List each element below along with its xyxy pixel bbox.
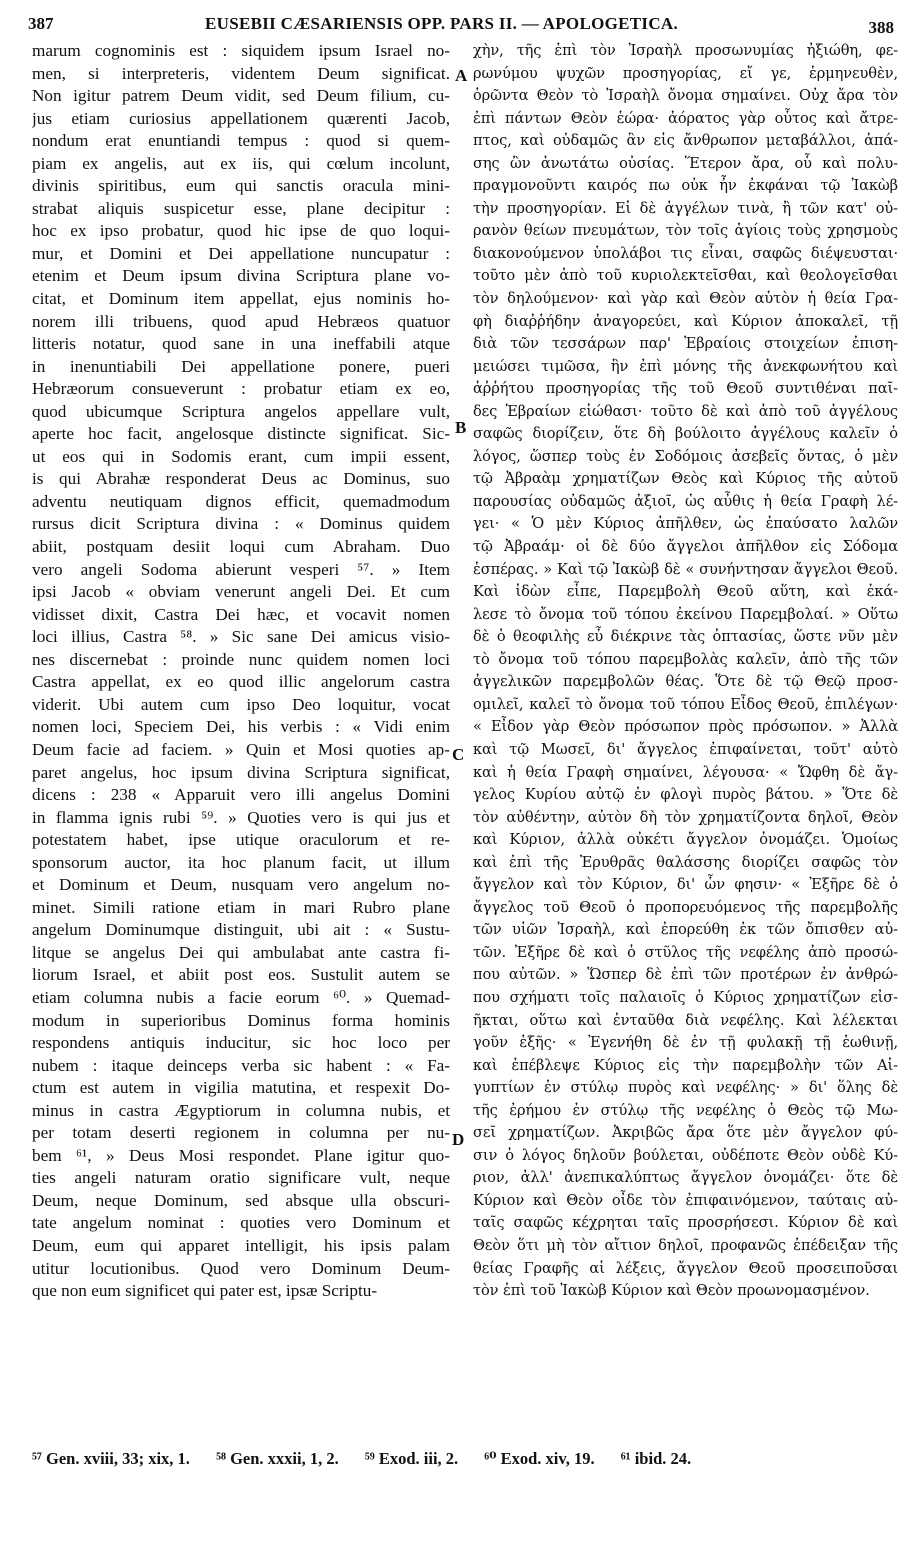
greek-text-line: Κύριον καὶ Θεὸν οἶδε τὸν ἐπιφαινόμενον, ταύταις αὐ- [473, 1191, 898, 1209]
latin-text-line: nubem : itaque deinceps verba sic habent : « Fa- [32, 1055, 450, 1075]
greek-text-line: που αὐτῶν. » Ὥσπερ δὲ ἐπὶ τῶν προτέρων ἐν ἀνθρώ- [473, 966, 898, 984]
latin-text-line: respondens antiquis inducitur, sic hoc loco per [32, 1033, 450, 1053]
greek-text-line: σεῖ χρηματίζων. Ἀκριβῶς ἄρα ὅτε μὲν ἄγγελον φύ- [473, 1124, 898, 1142]
greek-text-line: γελος Κυρίου αὐτῷ ἐν φλογὶ πυρὸς βάτου. » Ὅτε δὲ [473, 786, 898, 804]
latin-text-line: is qui Abrahæ responderat Deus ac Dominus, suo [32, 469, 450, 489]
greek-text-line: καὶ ἡ θεία Γραφὴ σημαίνει, λέγουσα· « Ὤφθη δὲ ἄγ- [473, 763, 898, 781]
latin-text-line: litque se angelus Dei qui ambulabat ante castra fi- [32, 942, 450, 962]
latin-text-line: dicens : 238 « Apparuit vero illi angelus Domini [32, 785, 450, 805]
greek-text-line: γει· « Ὁ μὲν Κύριος ἀπῆλθεν, ὡς ἐπαύσατο λαλῶν [473, 515, 898, 533]
greek-text-line: καὶ ἐπὶ τῆς Ἐρυθρᾶς θαλάσσης διορίζει σαφῶς τὸν [473, 853, 898, 871]
greek-text-line: ταῖς σαφῶς κέχρηται ταῖς προσρήσεσι. Κύριον δὲ καὶ [473, 1214, 898, 1232]
latin-text-line: litteris notatur, quod sane in una ineffabili atque [32, 334, 450, 354]
greek-text-line: ἄγγελον καὶ τὸν Κύριον, δι' ὧν φησιν· « Ἐξῆρε δὲ ὁ [473, 876, 898, 894]
greek-text-line: λεσε τὸ ὄνομα τοῦ τόπου ἐκείνου Παρεμβολαί. » Οὕτω [473, 605, 898, 623]
greek-text-line: ἀῤῥήτου προσηγορίας τῆς τοῦ Θεοῦ συντιθέναι παῖ- [473, 380, 898, 398]
greek-text-line: τὴν προσηγορίαν. Εἰ δὲ ἀγγέλων τινὰ, ἢ τῶν κατ' οὐ- [473, 199, 898, 217]
latin-text-line: aperte hoc facit, angelosque distincte significat. Sic- [32, 424, 450, 444]
latin-text-line: bem ⁶¹, » Deus Mosi respondet. Plane igitur quo- [32, 1145, 450, 1165]
latin-text-line: Deum, neque Dominum, sed absque ulla obscuri- [32, 1190, 450, 1210]
greek-text-line: σης ὢν ἀνωτάτω οὐσίας. Ἕτερον ἄρα, οὗ καὶ πολυ- [473, 154, 898, 172]
latin-text-line: sponsorum auctor, ita hoc planum facit, ut illum [32, 852, 450, 872]
greek-text-line: τὸ ὄνομα τοῦ τόπου παρεμβολὰς καλεῖν, ἀπὸ τῆς τῶν [473, 650, 898, 668]
greek-text-line: ομιλεῖ, καλεῖ τὸ ὄνομα τοῦ τόπου Εἶδος Θεοῦ, ἐπιλέγων· [473, 695, 898, 713]
latin-text-line: piam ex angelis, aut ex iis, qui cœlum incolunt, [32, 153, 450, 173]
latin-text-line: rursus dicit Scriptura divina : « Dominus quidem [32, 514, 450, 534]
latin-text-line: vero angeli Sodoma abierunt vesperi ⁵⁷. » Item [32, 559, 450, 579]
greek-text-line: καὶ τῷ Μωσεῖ, δι' ἄγγελος ἐπιφαίνεται, τοῦτ' αὐτὸ [473, 740, 898, 758]
greek-text-line: καὶ ἐπέβλεψε Κύριος εἰς τὴν παρεμβολὴν τῶν Αἰ- [473, 1056, 898, 1074]
greek-text-line: ἐπὶ πάντων Θεὸν ἑώρα· ἀόρατος γὰρ οὗτος καὶ ἄτρε- [473, 109, 898, 127]
running-title: EUSEBII CÆSARIENSIS OPP. PARS II. — APOLOGETICA. [205, 14, 679, 33]
greek-text-line: τῷ Ἀβραὰμ χρηματίζων Θεὸς καὶ Κύριος τῆς αὐτοῦ [473, 470, 898, 488]
greek-text-line: θείας Γραφῆς αἱ λέξεις, ἄγγελον Θεοῦ προσειποῦσαι [473, 1259, 898, 1277]
greek-text-line: που σχήματι τοῖς παλαιοῖς ὁ Κύριος χρηματίζων εἰσ- [473, 988, 898, 1006]
latin-text-line: strabat aliquis suspicetur esse, plane decipitur : [32, 198, 450, 218]
latin-text-line: marum cognominis est : siquidem ipsum Israel no- [32, 41, 450, 60]
latin-text-line: liorum Israel, et abiit post eos. Sustulit autem se [32, 965, 450, 985]
greek-text-line: ρανὸν θείων πνευμάτων, τὸν τοῖς ἁγίοις τοὺς χρησμοὺς [473, 222, 898, 240]
footnote-58: ⁵⁸ Gen. xxxii, 1, 2. [216, 1449, 339, 1468]
left-page-number: 387 [28, 14, 54, 33]
latin-text-line: mur, et Domini et Dei appellatione nuncupatur : [32, 243, 450, 263]
latin-text-line: etenim et Deum ipsum divina Scriptura plane vo- [32, 266, 450, 286]
footnote-61: ⁶¹ ibid. 24. [620, 1449, 692, 1468]
greek-text-line: λόγος, ὥσπερ τοὺς ἐν Σοδόμοις ἀσεβεῖς ὄντας, ὁ μὲν [473, 447, 898, 465]
greek-text-line: ριον, ἀλλ' ἀνεπικαλύπτως ἄγγελον ὀνομάζει· ὅτε δὲ [473, 1169, 898, 1187]
latin-text-line: viderit. Ubi autem cum ipso Deo loquitur, vocat [32, 694, 450, 714]
latin-text-line: per totam deserti regionem in columna per nu- [32, 1123, 450, 1143]
footnotes [32, 1449, 892, 1469]
greek-text-line: καὶ Κύριον, ἀλλὰ οὐκέτι ἄγγελον ὀνομάζει. Ὁμοίως [473, 831, 898, 849]
latin-text-line: modum in superioribus Dominus forma hominis [32, 1010, 450, 1030]
greek-text-line: « Εἶδον γὰρ Θεὸν πρόσωπον πρὸς πρόσωπον. » Ἀλλὰ [473, 718, 898, 736]
latin-text-line: divinis spiritibus, eum qui sanctis oracula mini- [32, 176, 450, 196]
section-marker-b: B [455, 418, 467, 437]
latin-column [32, 40, 450, 1303]
section-marker-c: C [452, 745, 465, 764]
latin-text-line: etiam columna nubis a facie eorum ⁶⁰. » Quemad- [32, 987, 450, 1007]
footnote-59: ⁵⁹ Exod. iii, 2. [364, 1449, 459, 1468]
latin-text-line: que non eum significet qui pater est, ipsæ Scriptu- [32, 1281, 378, 1301]
latin-text-line: quod ubicumque Scriptura angelos appellare vult, [32, 401, 450, 421]
right-page-number: 388 [868, 18, 894, 37]
latin-text-line: Non igitur patrem Deum vidit, sed Deum filium, cu- [32, 86, 450, 106]
latin-text-line: minus in castra Ægyptiorum in columna nubis, et [32, 1100, 450, 1120]
section-marker-d: D [452, 1130, 465, 1149]
greek-text-line: Θεὸν ὅτι μὴ τὸν αἴτιον δηλοῖ, προφανῶς ἐπέδειξαν τῆς [473, 1236, 898, 1254]
footnote-60: ⁶⁰ Exod. xiv, 19. [484, 1449, 595, 1468]
latin-text-line: men, si interpreteris, videntem Deum significat. [32, 63, 450, 83]
footnote-57: ⁵⁷ Gen. xviii, 33; xix, 1. [32, 1449, 190, 1468]
latin-text-line: hoc ex ipso probatur, quod hic ipse de quo loqui- [32, 221, 450, 241]
latin-text-line: et Dominum et Deum, nusquam vero angelum no- [32, 875, 450, 895]
greek-text-line: φὴ διαῤῥήδην ἀναγορεύει, καὶ Κύριον ἀποκαλεῖ, τῇ [473, 312, 898, 330]
latin-text-line: ties angeli naturam oratio significare vult, neque [32, 1168, 450, 1188]
greek-text-line: τὸν αὐθέντην, αὐτὸν δὴ τὸν χρηματίζοντα δηλοῖ, Θεὸν [473, 808, 898, 826]
greek-text-line: τῶν υἱῶν Ἰσραὴλ, καὶ ἐπορεύθη ἐκ τῶν ὄπισθεν αὐ- [473, 921, 898, 939]
greek-text-line: σαφῶς διορίζειν, ὅτε δὴ βούλοιτο ἀγγέλους καλεῖν ὁ [473, 425, 898, 443]
latin-text-line: minet. Simili ratione etiam in mari Rubro plane [32, 897, 450, 917]
latin-text-line: in inenuntiabili Dei appellatione ponere, pueri [32, 356, 450, 376]
greek-text-line: ὁρῶντα Θεὸν τὸ Ἰσραὴλ ὄνομα σημαίνει. Οὐχ ἄρα τὸν [473, 87, 898, 105]
greek-text-line: τὸν ἐπὶ τοῦ Ἰακὼβ Κύριον καὶ Θεὸν προωνομασμένον. [473, 1282, 870, 1300]
section-marker-a: A [455, 66, 468, 85]
greek-text-line: ἑσπέρας. » Καὶ τῷ Ἰακὼβ δὲ « συνήντησαν ἄγγελοι Θεοῦ. [473, 560, 898, 578]
greek-text-line: ῆκται, οὕτω καὶ ἐνταῦθα διὰ νεφέλης. Καὶ λέλεκται [473, 1011, 898, 1029]
latin-text-line: nes discernebat : proinde nunc quidem nomen loci [32, 649, 450, 669]
greek-text-line: παρουσίας οὐδαμῶς ἀξιοῖ, ὡς αὖθις ἡ θεία Γραφὴ λέ- [473, 492, 898, 510]
greek-text-line: πτος, καὶ οὐδαμῶς ἂν εἰς ἄνθρωπον μεταβάλλοι, ἁπά- [473, 132, 898, 150]
latin-text-line: abiit, postquam desiit loqui cum Abraham. Duo [32, 537, 450, 557]
latin-text-line: adventu neutiquam dignos efficit, quemadmodum [32, 491, 450, 511]
greek-text-line: διὰ τῶν τεσσάρων παρ' Ἑβραίοις στοιχείων ἐπιση- [473, 335, 898, 353]
greek-text-line: τῶν. Ἐξῆρε δὲ καὶ ὁ στῦλος τῆς νεφέλης ἀπὸ προσώ- [473, 943, 898, 961]
latin-text-line: angelum Dominumque distinguit, ubi ait : « Sustu- [32, 920, 450, 940]
greek-text-line: γυπτίων ἐν στύλῳ πυρὸς καὶ νεφέλης· » δι' ὅλης δὲ [473, 1079, 898, 1097]
greek-text-line: τῷ Ἀβραάμ· οἱ δὲ δύο ἄγγελοι ἀπῆλθον εἰς Σόδομα [473, 538, 898, 556]
latin-text-line: potestatem habet, ipse utique oraculorum et re- [32, 830, 450, 850]
latin-text-line: ut eos qui in Sodomis erant, cum impii essent, [32, 446, 450, 466]
greek-text-line: μειώσει τιμῶσα, ἣν ἐπὶ μόνης τῆς ἀνεκφωνήτου καὶ [473, 357, 898, 375]
latin-text-line: Deum facie ad faciem. » Quin et Mosi quoties ap- [32, 739, 450, 759]
greek-text-line: πραγμονοῦντι καιρός πω οὐκ ἦν ἐκφάναι τῷ Ἰακὼβ [473, 177, 898, 195]
latin-text-line: ctum est autem in vigilia matutina, et respexit Do- [32, 1078, 450, 1098]
latin-text-line: paret angelus, hoc ipsum divina Scriptura significat, [32, 762, 450, 782]
greek-text-line: δες Ἑβραίων εἰώθασι· τοῦτο δὲ καὶ ἀπὸ τοῦ ἀγγέλους [473, 402, 898, 420]
page-header [0, 0, 916, 40]
greek-text-line: χὴν, τῆς ἐπὶ τὸν Ἰσραὴλ προσωνυμίας ἠξιώθη, φε- [473, 42, 898, 59]
greek-text-line: σιν ὁ λόγος δηλοῦν βούλεται, οὐδέποτε Θεὸν οὐδὲ Κύ- [473, 1146, 898, 1164]
greek-text-line: ρωνύμου ψυχῶν προσηγορίας, εἴ γε, ἑρμηνευθὲν, [473, 64, 898, 82]
latin-text-line: nomen loci, Speciem Dei, his verbis : « Vidi enim [32, 717, 450, 737]
latin-text-line: citat, et Dominum item appellat, ejus nominis ho- [32, 289, 450, 309]
latin-text-line: norem illi tribuens, quod apud Hebræos quatuor [32, 311, 450, 331]
latin-text-line: utitur locutionibus. Quod vero Dominum Deum- [32, 1258, 450, 1278]
latin-text-line: in flamma ignis rubi ⁵⁹. » Quoties vero is qui jus et [32, 807, 450, 827]
greek-column [473, 40, 898, 1303]
latin-text-line: nondum erat enuntiandi tempus : quod si quem- [32, 131, 450, 151]
greek-text-line: δὲ ὁ θεοφιλὴς εὖ διέκρινε τὰς ὀπτασίας, ὥστε νῦν μὲν [473, 628, 898, 646]
latin-text-line: jus etiam curiosius appellationem quærenti Jacob, [32, 108, 450, 128]
latin-text-line: tate angelum nominat : quoties vero Dominum et [32, 1213, 450, 1233]
greek-text-line: διακονούμενον ὑπολάβοι τις εἶναι, σαφῶς διέψευσται· [473, 244, 898, 262]
latin-text-line: loci illius, Castra ⁵⁸. » Sic sane Dei amicus visio- [32, 627, 450, 647]
greek-text-line: γοῦν ἑξῆς· « Ἐγενήθη δὲ ἐν τῇ φυλακῇ τῇ ἑωθινῇ, [473, 1034, 898, 1052]
greek-text-line: τῆς ἐρήμου ἐν στύλῳ τῆς νεφέλης ὁ Θεὸς τῷ Μω- [473, 1101, 898, 1119]
greek-text-line: Καὶ ἰδὼν εἶπε, Παρεμβολὴ Θεοῦ αὕτη, καὶ ἐκά- [473, 583, 898, 601]
greek-text-line: ἀγγελικῶν παρεμβολῶν θέας. Ὅτε δὲ τῷ Θεῷ προσ- [473, 673, 898, 691]
greek-text-line: τοῦτο μὲν ἀπὸ τοῦ κυριολεκτεῖσθαι, καὶ θεολογεῖσθαι [473, 267, 898, 285]
latin-text-line: Hebræorum consueverunt : probatur etiam ex eo, [32, 379, 450, 399]
greek-text-line: ἄγγελος τοῦ Θεοῦ ὁ προπορευόμενος τῆς παρεμβολῆς [473, 898, 898, 916]
greek-text-line: τὸν δηλούμενον· καὶ γὰρ καὶ Θεὸν αὐτὸν ἡ θεία Γρα- [473, 290, 898, 308]
latin-text-line: vidisset dixit, Castra Dei hæc, et vocavit nomen [32, 604, 450, 624]
latin-text-line: Deum, eum qui apparet intelligit, his ipsis palam [32, 1235, 450, 1255]
latin-text-line: Castra appellat, ex eo quod illic angelorum castra [32, 672, 450, 692]
latin-text-line: ipsi Jacob « obviam venerunt angeli Dei. Et cum [32, 582, 450, 602]
